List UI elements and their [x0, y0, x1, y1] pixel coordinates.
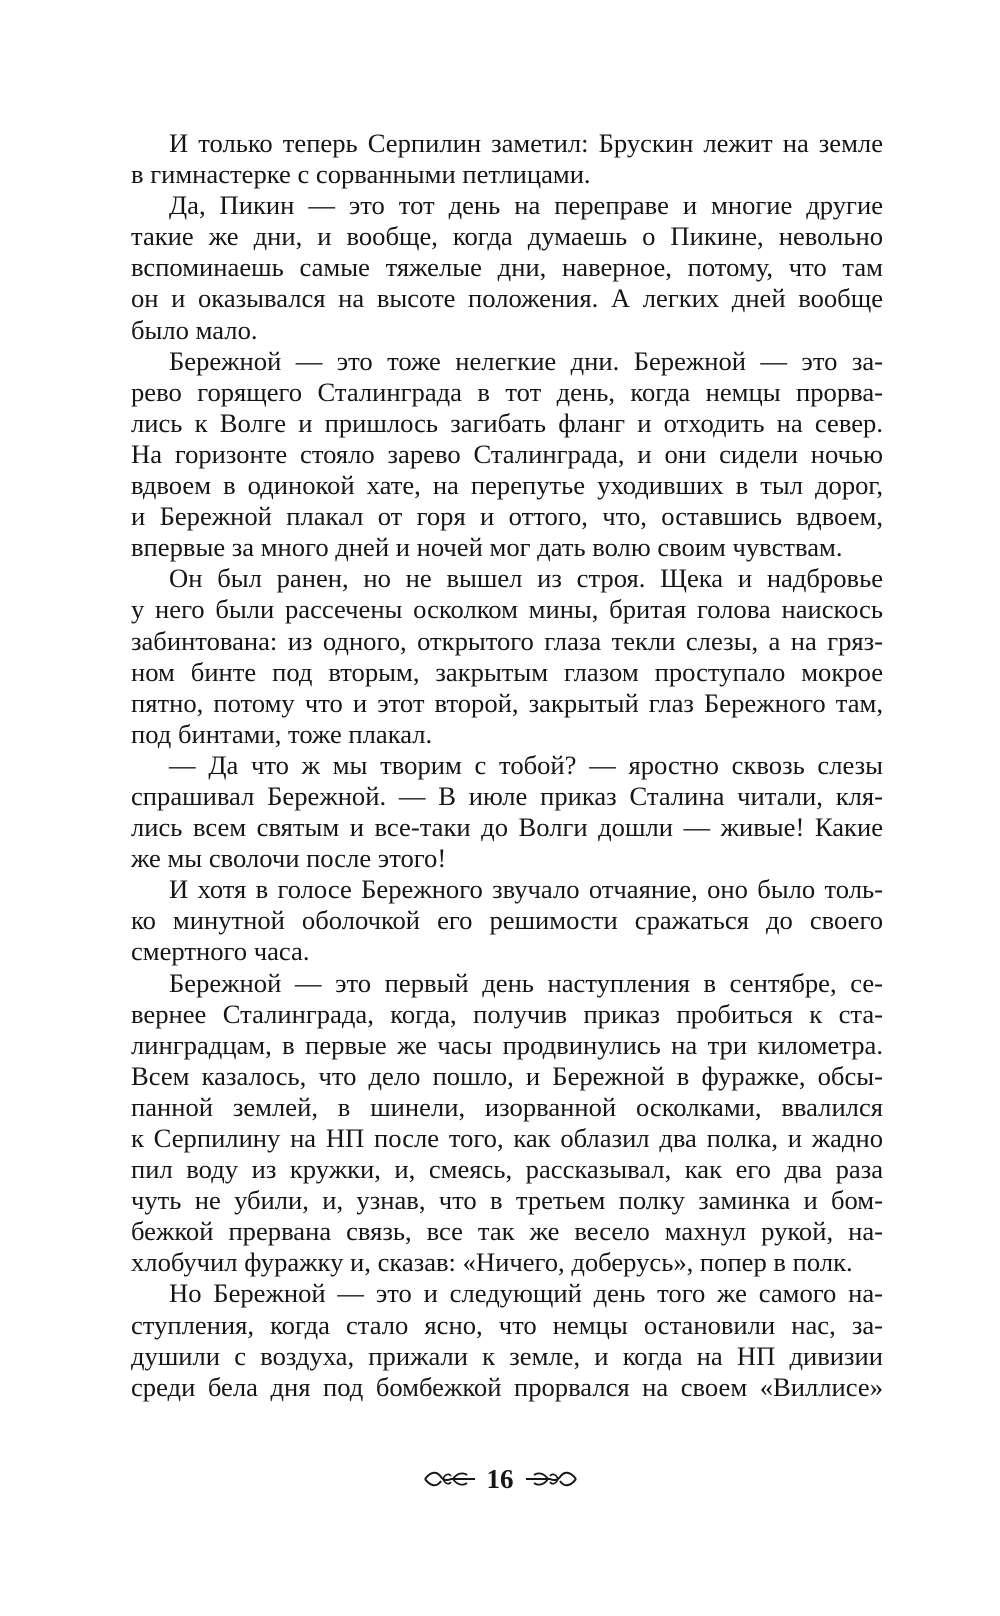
text-line: смертного часа. — [131, 936, 310, 967]
text-line: ном бинте под вторым, закрытым глазом проступало мокрое — [131, 656, 883, 687]
text-line: же мы сволочи после этого! — [131, 843, 447, 874]
text-line: Он был ранен, но не вышел из строя. Щека и надбровье — [169, 563, 883, 594]
text-line: бежкой прервана связь, все так же весело махнул рукой, на- — [131, 1216, 883, 1247]
text-line: — Да что ж мы творим с тобой? — яростно сквозь слезы — [169, 749, 883, 780]
text-line: среди бела дня под бомбежкой прорвался на своем «Виллисе» — [131, 1371, 883, 1402]
page-footer — [0, 1462, 1000, 1496]
text-line: забинтована: из одного, открытого глаза текли слезы, а на гряз- — [131, 625, 883, 656]
text-line: лись всем святым и все-таки до Волги дошли — живые! Какие — [131, 812, 883, 843]
text-line: пил воду из кружки, и, смеясь, рассказывал, как его два раза — [131, 1154, 883, 1185]
paragraph — [131, 1278, 883, 1402]
text-line: линградцам, в первые же часы продвинулись на три километра. — [131, 1029, 883, 1060]
text-line: Бережной — это первый день наступления в сентябре, се- — [169, 967, 883, 998]
text-line: он и оказывался на высоте положения. А легких дней вообще — [131, 283, 883, 314]
text-line: И только теперь Серпилин заметил: Брускин лежит на земле — [169, 128, 883, 158]
text-line: к Серпилину на НП после того, как облазил два полка, и жадно — [131, 1123, 883, 1153]
paragraph — [131, 874, 883, 967]
text-line: вдвоем в одинокой хате, на перепутье уходивших в тыл дорог, — [131, 470, 883, 501]
text-line: Бережной — это тоже нелегкие дни. Бережной — это за- — [169, 345, 883, 376]
text-line: ступления, когда стало ясно, что немцы остановили нас, за- — [131, 1309, 883, 1340]
body-text — [131, 128, 883, 1403]
page-number: 16 — [486, 1463, 514, 1494]
ornament-left-icon — [423, 1467, 477, 1491]
paragraph — [131, 128, 883, 190]
text-line: было мало. — [131, 314, 258, 345]
text-line: чуть не убили, и, узнав, что в третьем полку заминка и бом- — [131, 1185, 883, 1216]
paragraph — [131, 968, 883, 1279]
text-line: и Бережной плакал от горя и оттого, что, оставшись вдвоем, — [131, 501, 883, 532]
text-line: лись к Волге и пришлось загибать фланг и отходить на север. — [131, 407, 883, 438]
text-line: панной землей, в шинели, изорванной осколками, ввалился — [131, 1091, 883, 1122]
text-line: вернее Сталинграда, когда, получив приказ пробиться к ста- — [131, 998, 883, 1029]
text-line: Всем казалось, что дело пошло, и Бережной в фуражке, обсы- — [131, 1060, 883, 1091]
text-line: под бинтами, тоже плакал. — [131, 718, 433, 749]
paragraph — [131, 190, 883, 345]
text-line: душили с воздуха, прижали к земле, и когда на НП дивизии — [131, 1340, 883, 1371]
text-line: И хотя в голосе Бережного звучало отчаяние, оно было толь- — [169, 874, 883, 905]
text-line: Да, Пикин — это тот день на переправе и многие другие — [169, 190, 883, 221]
paragraph — [131, 750, 883, 874]
text-line: На горизонте стояло зарево Сталинграда, и они сидели ночью — [131, 438, 883, 469]
text-line: впервые за много дней и ночей мог дать волю своим чувствам. — [131, 532, 843, 563]
text-line: такие же дни, и вообще, когда думаешь о Пикине, невольно — [131, 221, 883, 252]
text-line: в гимнастерке с сорванными петлицами. — [131, 159, 591, 190]
text-line: Но Бережной — это и следующий день того же самого на- — [169, 1278, 883, 1309]
text-line: пятно, потому что и этот второй, закрытый глаз Бережного там, — [131, 687, 883, 718]
text-line: спрашивал Бережной. — В июле приказ Сталина читали, кля- — [131, 780, 883, 811]
text-line: рево горящего Сталинграда в тот день, когда немцы прорва- — [131, 376, 883, 407]
text-line: вспоминаешь самые тяжелые дни, наверное, потому, что там — [131, 252, 883, 283]
text-line: ко минутной оболочкой его решимости сражаться до своего — [131, 905, 883, 936]
paragraph — [131, 563, 883, 750]
paragraph — [131, 346, 883, 564]
ornament-right-icon — [524, 1467, 578, 1491]
text-line: у него были рассечены осколком мины, бритая голова наискось — [131, 594, 883, 625]
text-line: хлобучил фуражку и, сказав: «Ничего, доберусь», попер в полк. — [131, 1247, 853, 1278]
